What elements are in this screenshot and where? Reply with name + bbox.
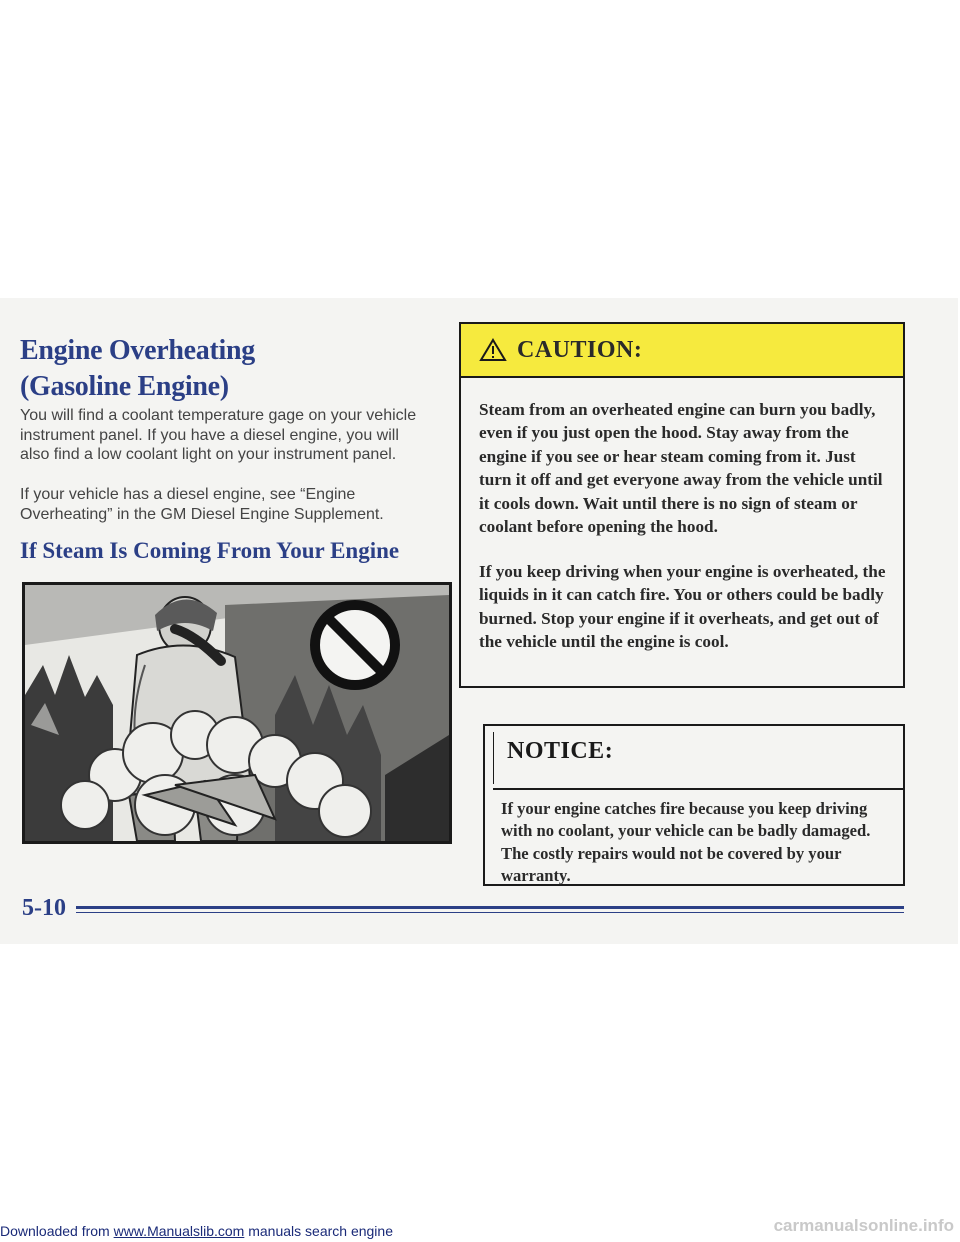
notice-rule [493,788,903,790]
manualslib-link[interactable]: www.Manualslib.com [113,1223,245,1239]
steam-warning-illustration [22,582,452,844]
warning-triangle-icon [479,338,507,362]
banner-prefix: Downloaded from [0,1223,114,1239]
watermark-text: carmanualsonline.info [773,1216,954,1235]
caution-header [461,324,903,378]
notice-paragraph: If your engine catches fire because you keep driving with no coolant, your vehicle can be badly damaged. The costly repairs would not be covered by your warranty. [501,799,871,885]
caution-paragraph-2: If you keep driving when your engine is overheated, the liquids in it can catch fire. You or others could be badly burned. Stop your engine if it overheats, and get out of the vehicle until the engine is cool. [479,562,886,652]
section-heading [20,333,255,405]
intro-paragraph-2: If your vehicle has a diesel engine, see “Engine Overheating” in the GM Diesel Engine Supplement. [20,486,384,523]
section-heading-line-1: Engine Overheating [20,335,255,366]
caution-title: CAUTION: [517,336,643,363]
subsection-heading: If Steam Is Coming From Your Engine [20,538,400,563]
footer-rule-thin [76,912,904,913]
notice-title: NOTICE: [507,738,614,764]
section-heading-line-2: (Gasoline Engine) [20,371,229,402]
person-steam-drawing [25,585,449,841]
download-banner [0,1223,393,1239]
caution-box [459,322,905,688]
notice-divider [493,732,494,784]
caution-paragraph-1: Steam from an overheated engine can burn you badly, even if you just open the hood. Stay away from the engine if you see or hear steam coming from it. Just turn it off and get everyone away from the vehicle until it cools down. Wait until there is no sign of steam or coolant before opening the hood. [479,400,883,537]
footer-rule [76,906,904,909]
banner-suffix: manuals search engine [244,1223,393,1239]
notice-box [483,724,905,886]
intro-paragraph-1: You will find a coolant temperature gage on your vehicle instrument panel. If you have a diesel engine, you will also find a low coolant light on your instrument panel. [20,407,417,463]
page-number: 5-10 [22,895,66,921]
